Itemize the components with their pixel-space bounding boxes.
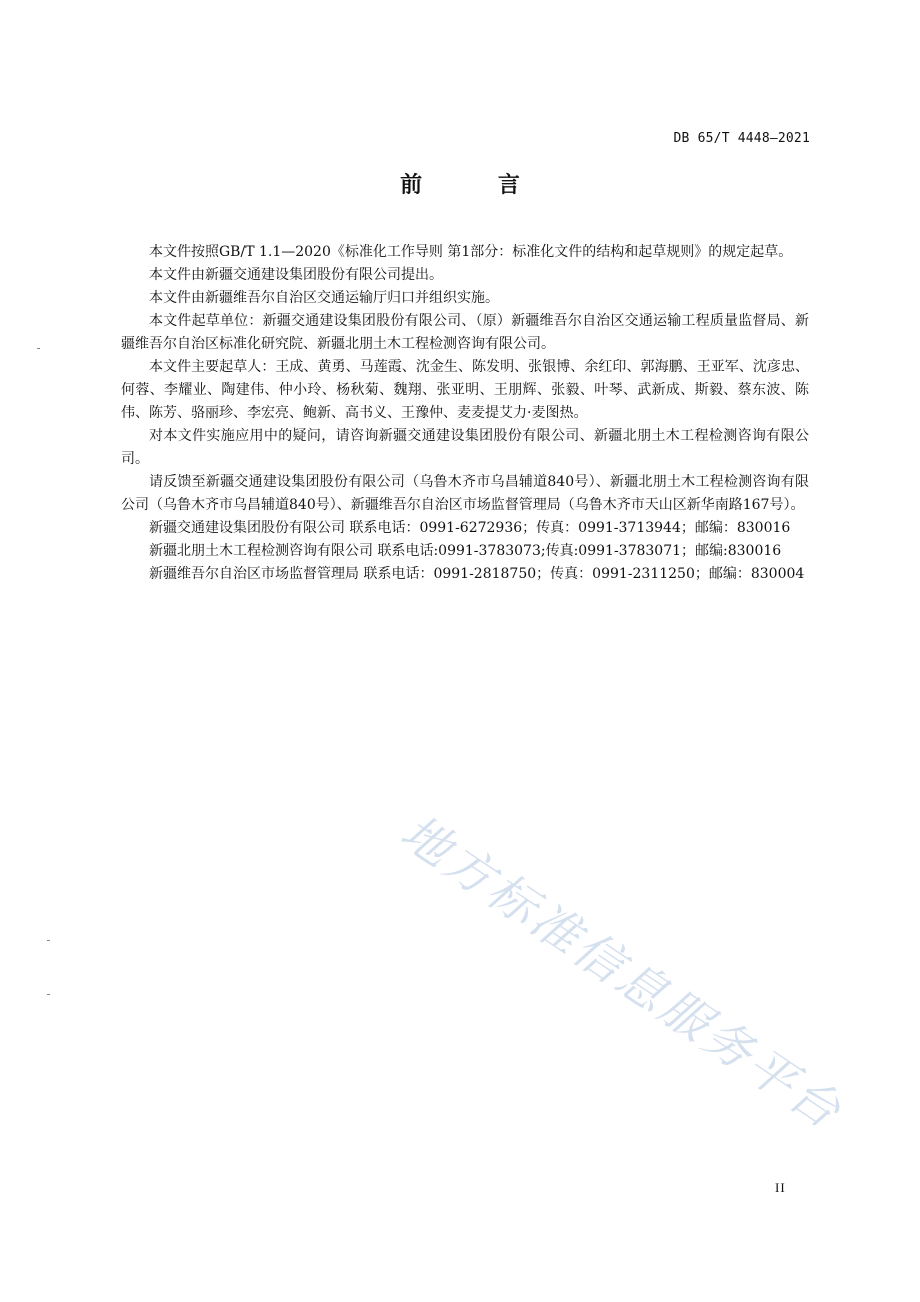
contact-line: 新疆北朋土木工程检测咨询有限公司 联系电话:0991-3783073;传真:0991-3783071；邮编:830016 xyxy=(149,543,782,559)
paragraph-proposer: 本文件由新疆交通建设集团股份有限公司提出。 xyxy=(149,267,443,283)
page-number: II xyxy=(775,1180,786,1195)
paragraph-inquiries: 对本文件实施应用中的疑问，请咨询新疆交通建设集团股份有限公司、新疆北朋土木工程检测咨询有限公司。 xyxy=(121,428,809,467)
section-title: 前 言 xyxy=(400,173,554,198)
paragraph-drafters: 本文件主要起草人：王成、黄勇、马莲霞、沈金生、陈发明、张银博、余红印、郭海鹏、王亚军、沈彦忠、何蓉、李耀业、陶建伟、仲小玲、杨秋菊、魏翔、张亚明、王朋辉、张毅、叶琴、武新成、斯毅、蔡东波、陈伟、陈芳、骆丽珍、李宏亮、鲍新、高书义、王豫仲、麦麦提艾力·麦图热。 xyxy=(121,359,809,421)
contact-line: 新疆维吾尔自治区市场监督管理局 联系电话：0991-2818750；传真：0991-2311250；邮编：830004 xyxy=(149,566,805,582)
foreword-body xyxy=(121,241,809,586)
standard-code: DB 65/T 4448—2021 xyxy=(673,131,810,146)
paragraph-drafting-rules: 本文件按照GB/T 1.1—2020《标准化工作导则 第1部分：标准化文件的结构和起草规则》的规定起草。 xyxy=(149,244,793,260)
scan-speck xyxy=(47,994,50,995)
paragraph-administrator: 本文件由新疆维吾尔自治区交通运输厅归口并组织实施。 xyxy=(149,290,499,306)
paragraph-drafting-units: 本文件起草单位：新疆交通建设集团股份有限公司、（原）新疆维吾尔自治区交通运输工程质量监督局、新疆维吾尔自治区标准化研究院、新疆北朋土木工程检测咨询有限公司。 xyxy=(121,313,809,352)
paragraph-feedback: 请反馈至新疆交通建设集团股份有限公司（乌鲁木齐市乌昌辅道840号）、新疆北朋土木工程检测咨询有限公司（乌鲁木齐市乌昌辅道840号）、新疆维吾尔自治区市场监督管理局（乌鲁木齐市天山区新华南路167号）。 xyxy=(121,474,809,513)
contact-line: 新疆交通建设集团股份有限公司 联系电话：0991-6272936；传真：0991-3713944；邮编：830016 xyxy=(149,520,791,536)
scan-speck xyxy=(47,940,50,941)
watermark: 地方标准信息服务平台 xyxy=(390,804,853,1142)
scan-speck xyxy=(37,348,40,349)
